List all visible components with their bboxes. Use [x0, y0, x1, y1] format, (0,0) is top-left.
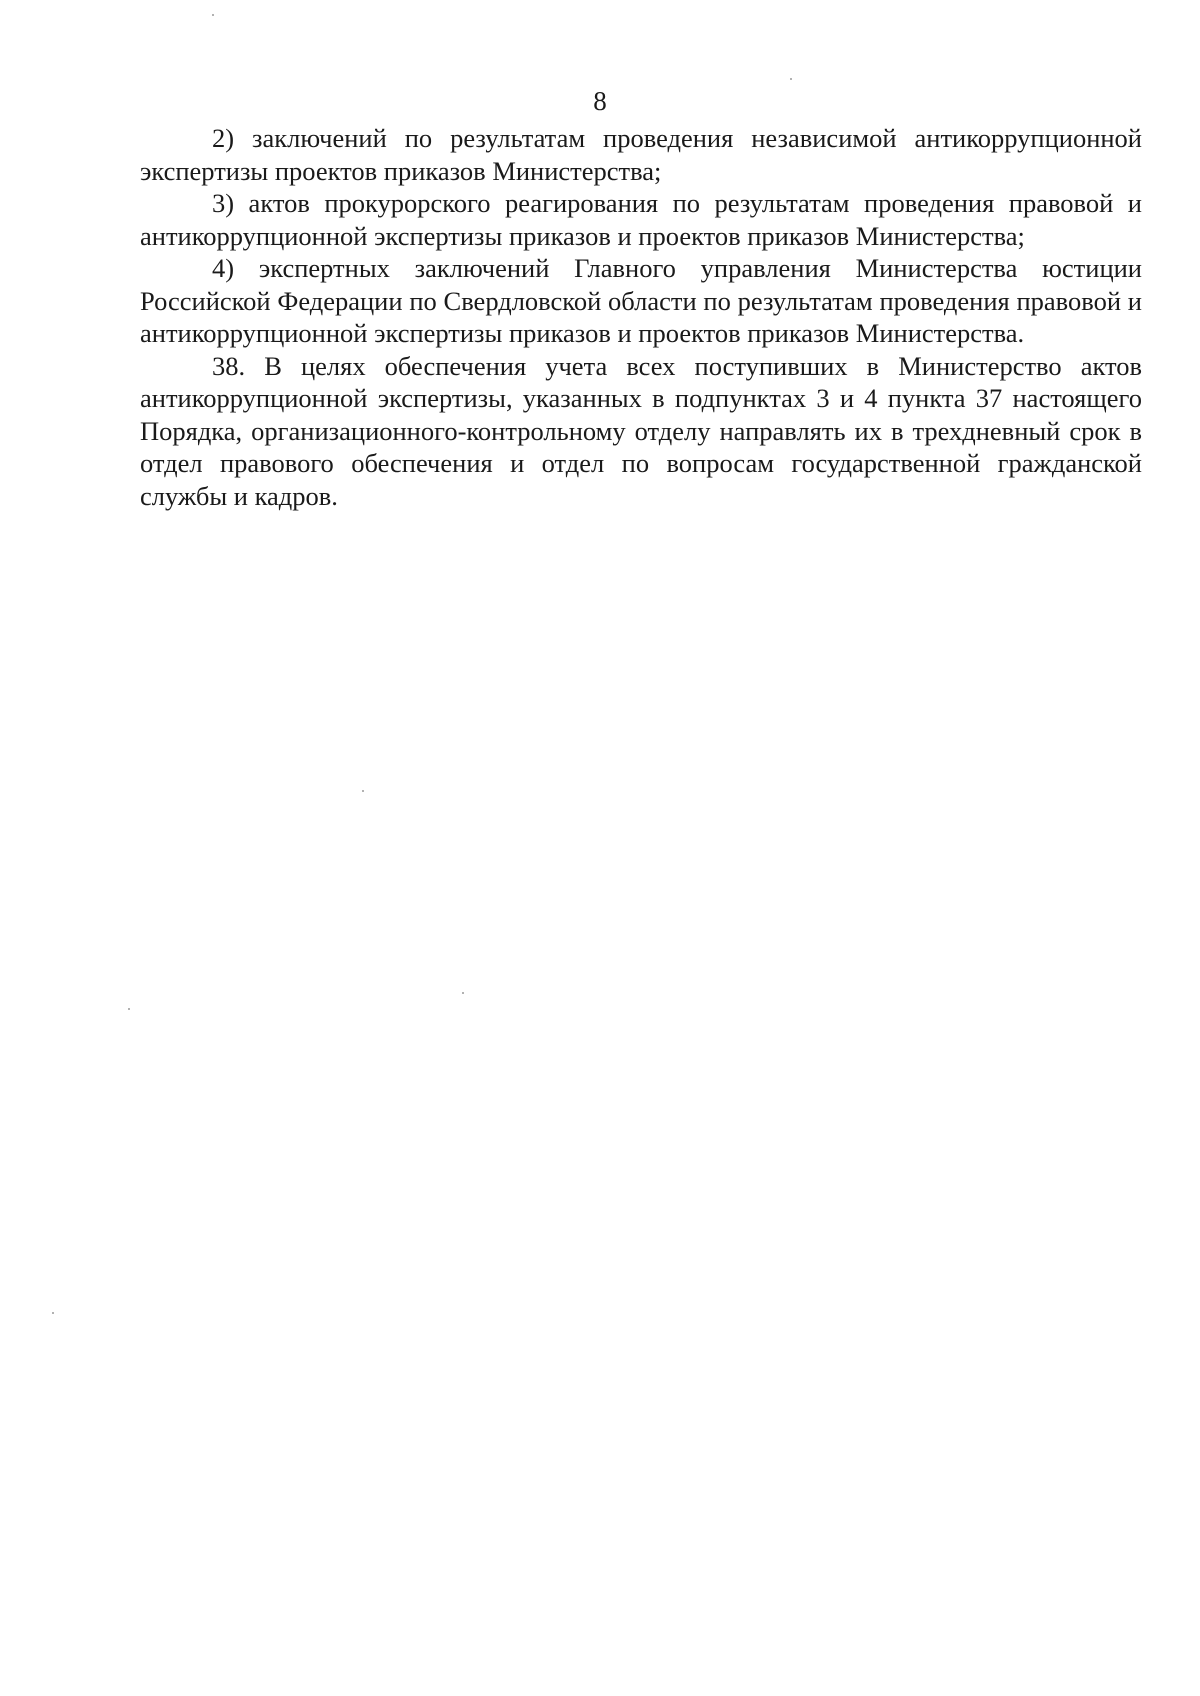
- paragraph-item-3: 3) актов прокурорского реагирования по результатам проведения правовой и антикоррупционной экспертизы приказов и проектов приказов Министерства;: [140, 188, 1142, 251]
- paragraph-item-4: 4) экспертных заключений Главного управления Министерства юстиции Российской Федерации по Свердловской области по результатам проведения правовой и антикоррупционной экспертизы приказов и проектов приказов Министерства.: [140, 253, 1142, 348]
- document-body: [140, 122, 1142, 512]
- page-number: 8: [593, 86, 607, 116]
- paragraph-item-2: 2) заключений по результатам проведения независимой антикоррупционной экспертизы проектов приказов Министерства;: [140, 123, 1142, 186]
- scan-speck: [212, 14, 214, 16]
- scan-speck: [362, 790, 364, 792]
- scan-speck: [128, 1008, 130, 1010]
- scan-speck: [52, 1312, 54, 1314]
- scan-speck: [790, 78, 792, 80]
- paragraph-clause-38: 38. В целях обеспечения учета всех поступивших в Министерство актов антикоррупционной экспертизы, указанных в подпунктах 3 и 4 пункта 37 настоящего Порядка, организационного-контрольному отделу направлять их в трехдневный срок в отдел правового обеспечения и отдел по вопросам государственной гражданской службы и кадров.: [140, 350, 1142, 511]
- scan-speck: [462, 992, 464, 994]
